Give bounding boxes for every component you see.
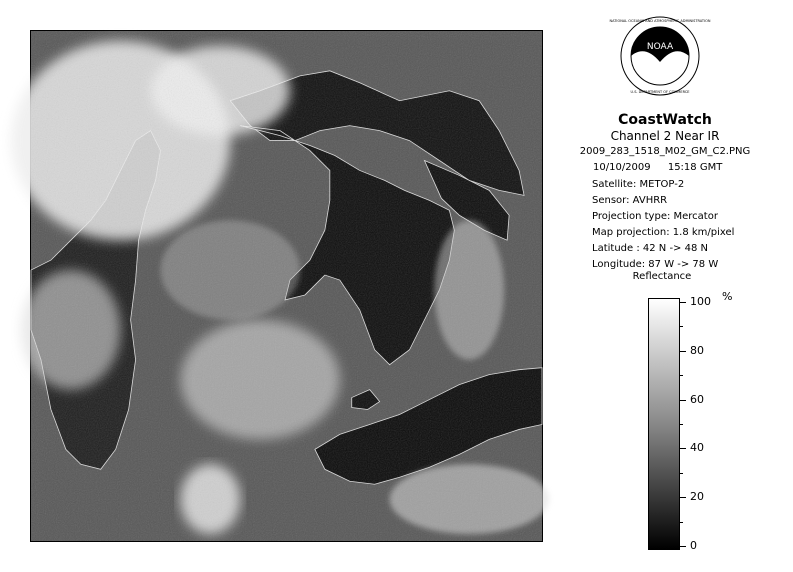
time-value: 15:18 GMT [667,162,723,173]
colorbar-tick-mark [680,546,686,547]
filename-label: 2009_283_1518_M02_GM_C2.PNG [579,146,751,157]
colorbar-tick-label: 0 [690,539,697,552]
latitude-line: Latitude : 42 N -> 48 N [592,243,708,254]
map-projection-line: Map projection: 1.8 km/pixel [592,227,735,238]
logo-ring-bottom: U.S. DEPARTMENT OF COMMERCE [630,90,690,94]
colorbar-tick-mark [680,375,683,376]
product-title: CoastWatch [618,112,712,128]
colorbar-tick-label: 80 [690,343,704,357]
noaa-logo [609,16,711,96]
colorbar [648,298,680,550]
colorbar-tick-mark [680,302,686,303]
colorbar-tick-mark [680,473,683,474]
colorbar-tick-mark [680,351,686,352]
colorbar-tick-mark [680,424,683,425]
colorbar-tick-label: 40 [690,441,704,455]
satellite-map [30,30,543,542]
colorbar-unit: % [722,290,733,303]
projection-type-line: Projection type: Mercator [592,211,718,222]
colorbar-tick-mark [680,400,686,401]
satellite-line: Satellite: METOP-2 [592,179,685,190]
colorbar-tick-mark [680,326,683,327]
map-svg [31,31,542,541]
logo-ring-top: NATIONAL OCEANIC AND ATMOSPHERIC ADMINISTRATION [609,19,711,23]
colorbar-tick-label: 100 [690,295,711,308]
channel-subtitle: Channel 2 Near IR [610,129,720,143]
sensor-line: Sensor: AVHRR [592,195,668,206]
date-time-line [593,162,793,173]
colorbar-tick-mark [680,497,686,498]
colorbar-ticks [680,295,740,552]
colorbar-tick-mark [680,522,683,523]
date-value: 10/10/2009 [593,162,651,173]
colorbar-label: Reflectance [632,271,692,282]
image-texture [31,31,542,541]
colorbar-tick-mark [680,448,686,449]
colorbar-tick-label: 60 [690,392,704,406]
logo-text: NOAA [646,42,674,52]
colorbar-tick-label: 20 [690,490,704,504]
longitude-line: Longitude: 87 W -> 78 W [592,259,719,270]
